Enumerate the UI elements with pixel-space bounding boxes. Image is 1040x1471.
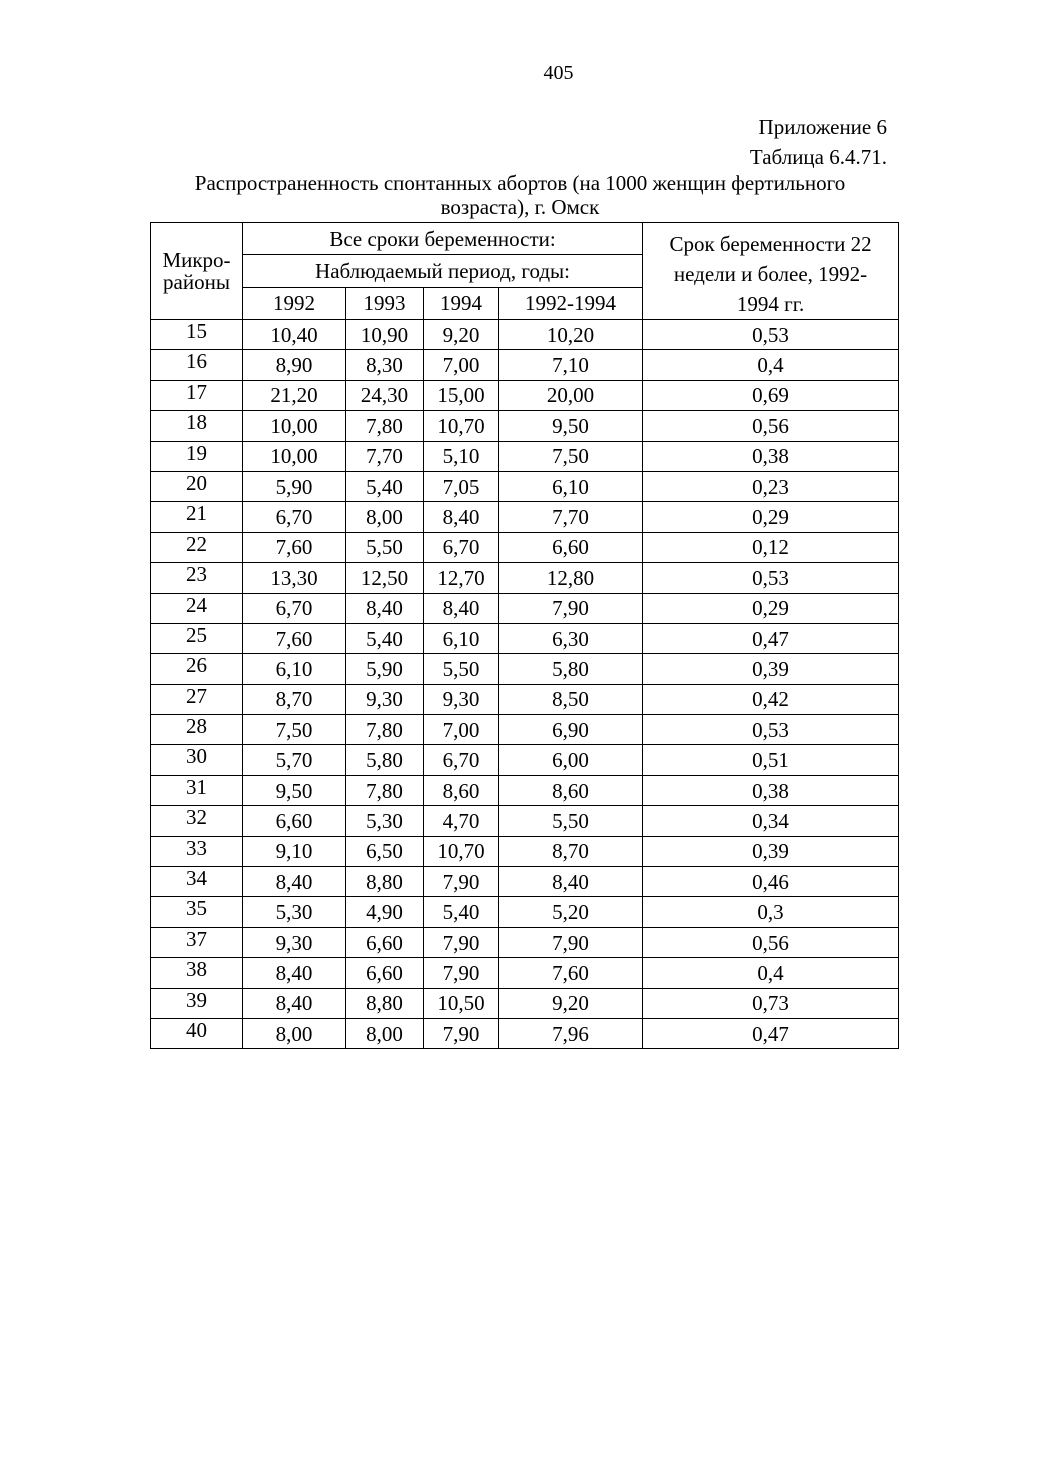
cell-1992-1994: 5,50 xyxy=(499,806,643,836)
header-year: 1994 xyxy=(424,287,499,319)
table-row xyxy=(151,775,899,805)
table-row xyxy=(151,411,899,441)
cell-1994: 15,00 xyxy=(424,380,499,410)
header-all-terms: Все сроки беременности: xyxy=(243,223,643,255)
cell-microdistrict: 15 xyxy=(151,320,243,350)
cell-1992-1994: 6,60 xyxy=(499,532,643,562)
cell-1993: 5,80 xyxy=(346,745,424,775)
cell-microdistrict: 37 xyxy=(151,927,243,957)
table-row xyxy=(151,684,899,714)
cell-late-term: 0,53 xyxy=(643,320,899,350)
table-row xyxy=(151,320,899,350)
cell-1992-1994: 8,50 xyxy=(499,684,643,714)
cell-1992-1994: 8,60 xyxy=(499,775,643,805)
appendix-label: Приложение 6 xyxy=(758,115,887,139)
cell-1992: 21,20 xyxy=(243,380,346,410)
cell-1992: 9,10 xyxy=(243,836,346,866)
cell-1993: 8,80 xyxy=(346,867,424,897)
cell-microdistrict: 32 xyxy=(151,806,243,836)
cell-microdistrict: 31 xyxy=(151,775,243,805)
cell-late-term: 0,4 xyxy=(643,350,899,380)
cell-late-term: 0,29 xyxy=(643,502,899,532)
cell-1994: 5,10 xyxy=(424,441,499,471)
cell-1994: 9,30 xyxy=(424,684,499,714)
cell-1994: 5,40 xyxy=(424,897,499,927)
cell-1992: 5,30 xyxy=(243,897,346,927)
cell-1992-1994: 7,90 xyxy=(499,593,643,623)
cell-late-term: 0,47 xyxy=(643,1018,899,1048)
cell-1992-1994: 8,40 xyxy=(499,867,643,897)
cell-1993: 5,40 xyxy=(346,471,424,501)
cell-1992: 10,00 xyxy=(243,411,346,441)
cell-1992-1994: 10,20 xyxy=(499,320,643,350)
cell-1992-1994: 12,80 xyxy=(499,563,643,593)
cell-1992-1994: 7,50 xyxy=(499,441,643,471)
cell-1992-1994: 7,60 xyxy=(499,958,643,988)
table-number: Таблица 6.4.71. xyxy=(749,145,887,169)
cell-1994: 10,50 xyxy=(424,988,499,1018)
cell-1992: 7,50 xyxy=(243,715,346,745)
cell-1992: 8,40 xyxy=(243,988,346,1018)
cell-microdistrict: 18 xyxy=(151,411,243,441)
cell-late-term: 0,3 xyxy=(643,897,899,927)
cell-1992: 8,40 xyxy=(243,867,346,897)
header-year: 1993 xyxy=(346,287,424,319)
cell-1992-1994: 6,30 xyxy=(499,623,643,653)
cell-1994: 7,90 xyxy=(424,927,499,957)
cell-microdistrict: 23 xyxy=(151,563,243,593)
cell-1992-1994: 9,50 xyxy=(499,411,643,441)
cell-1992: 6,10 xyxy=(243,654,346,684)
cell-late-term: 0,73 xyxy=(643,988,899,1018)
cell-1994: 12,70 xyxy=(424,563,499,593)
table-row xyxy=(151,623,899,653)
cell-late-term: 0,42 xyxy=(643,684,899,714)
cell-microdistrict: 30 xyxy=(151,745,243,775)
cell-microdistrict: 17 xyxy=(151,380,243,410)
cell-1993: 6,60 xyxy=(346,958,424,988)
cell-1993: 7,80 xyxy=(346,715,424,745)
cell-1993: 5,90 xyxy=(346,654,424,684)
cell-1993: 5,40 xyxy=(346,623,424,653)
cell-1993: 4,90 xyxy=(346,897,424,927)
cell-1994: 5,50 xyxy=(424,654,499,684)
cell-1992: 13,30 xyxy=(243,563,346,593)
cell-1994: 8,40 xyxy=(424,502,499,532)
cell-1993: 8,00 xyxy=(346,1018,424,1048)
cell-late-term: 0,12 xyxy=(643,532,899,562)
cell-microdistrict: 26 xyxy=(151,654,243,684)
table-row xyxy=(151,441,899,471)
table-header xyxy=(151,223,899,320)
table-row xyxy=(151,836,899,866)
cell-1993: 7,80 xyxy=(346,411,424,441)
cell-1993: 7,80 xyxy=(346,775,424,805)
cell-late-term: 0,53 xyxy=(643,715,899,745)
cell-1994: 7,05 xyxy=(424,471,499,501)
cell-1994: 6,70 xyxy=(424,745,499,775)
cell-1992: 5,90 xyxy=(243,471,346,501)
header-year: 1992-1994 xyxy=(499,287,643,319)
cell-microdistrict: 28 xyxy=(151,715,243,745)
cell-1993: 6,50 xyxy=(346,836,424,866)
table-row xyxy=(151,745,899,775)
table-row xyxy=(151,1018,899,1048)
cell-1992: 8,70 xyxy=(243,684,346,714)
cell-1992-1994: 5,80 xyxy=(499,654,643,684)
cell-microdistrict: 21 xyxy=(151,502,243,532)
cell-1992: 9,30 xyxy=(243,927,346,957)
cell-1992-1994: 7,90 xyxy=(499,927,643,957)
table-row xyxy=(151,380,899,410)
cell-1992: 10,00 xyxy=(243,441,346,471)
table-row xyxy=(151,715,899,745)
table-row xyxy=(151,958,899,988)
header-microdistrict: Микро-районы xyxy=(151,223,243,320)
cell-1992: 7,60 xyxy=(243,623,346,653)
cell-late-term: 0,47 xyxy=(643,623,899,653)
cell-1992: 7,60 xyxy=(243,532,346,562)
cell-1993: 5,50 xyxy=(346,532,424,562)
cell-1992-1994: 20,00 xyxy=(499,380,643,410)
table-row xyxy=(151,563,899,593)
cell-1994: 7,90 xyxy=(424,867,499,897)
cell-1994: 10,70 xyxy=(424,836,499,866)
cell-late-term: 0,56 xyxy=(643,411,899,441)
table-caption: Распространенность спонтанных абортов (на 1000 женщин фертильного возраста), г. Омск xyxy=(194,171,846,219)
table-row xyxy=(151,897,899,927)
cell-1992: 9,50 xyxy=(243,775,346,805)
cell-1994: 6,10 xyxy=(424,623,499,653)
cell-1993: 7,70 xyxy=(346,441,424,471)
cell-1993: 8,40 xyxy=(346,593,424,623)
table-row xyxy=(151,988,899,1018)
table-row xyxy=(151,654,899,684)
cell-1993: 9,30 xyxy=(346,684,424,714)
cell-microdistrict: 34 xyxy=(151,867,243,897)
cell-late-term: 0,34 xyxy=(643,806,899,836)
cell-microdistrict: 16 xyxy=(151,350,243,380)
cell-late-term: 0,23 xyxy=(643,471,899,501)
cell-1993: 5,30 xyxy=(346,806,424,836)
table-row xyxy=(151,350,899,380)
cell-late-term: 0,39 xyxy=(643,836,899,866)
cell-1993: 8,00 xyxy=(346,502,424,532)
cell-late-term: 0,69 xyxy=(643,380,899,410)
page-number: 405 xyxy=(543,62,574,84)
cell-late-term: 0,29 xyxy=(643,593,899,623)
cell-1994: 4,70 xyxy=(424,806,499,836)
cell-microdistrict: 27 xyxy=(151,684,243,714)
cell-1994: 10,70 xyxy=(424,411,499,441)
cell-late-term: 0,38 xyxy=(643,775,899,805)
cell-1994: 7,90 xyxy=(424,1018,499,1048)
cell-1992-1994: 7,96 xyxy=(499,1018,643,1048)
cell-microdistrict: 24 xyxy=(151,593,243,623)
cell-1992: 8,40 xyxy=(243,958,346,988)
cell-late-term: 0,39 xyxy=(643,654,899,684)
cell-microdistrict: 22 xyxy=(151,532,243,562)
table-row xyxy=(151,593,899,623)
cell-microdistrict: 19 xyxy=(151,441,243,471)
cell-1992: 10,40 xyxy=(243,320,346,350)
cell-1992-1994: 5,20 xyxy=(499,897,643,927)
cell-1994: 7,90 xyxy=(424,958,499,988)
cell-1993: 8,30 xyxy=(346,350,424,380)
header-late-term: Срок беременности 22 недели и более, 1992-1994 гг. xyxy=(643,223,899,320)
cell-microdistrict: 40 xyxy=(151,1018,243,1048)
table-row xyxy=(151,806,899,836)
cell-microdistrict: 20 xyxy=(151,471,243,501)
cell-1993: 24,30 xyxy=(346,380,424,410)
cell-1992: 8,00 xyxy=(243,1018,346,1048)
cell-1992-1994: 8,70 xyxy=(499,836,643,866)
cell-1992: 6,60 xyxy=(243,806,346,836)
cell-1992-1994: 6,10 xyxy=(499,471,643,501)
table-row xyxy=(151,927,899,957)
cell-1992-1994: 6,90 xyxy=(499,715,643,745)
cell-late-term: 0,4 xyxy=(643,958,899,988)
header-period: Наблюдаемый период, годы: xyxy=(243,255,643,287)
cell-microdistrict: 25 xyxy=(151,623,243,653)
cell-1992: 6,70 xyxy=(243,593,346,623)
abortion-prevalence-table xyxy=(150,222,899,1049)
cell-1992-1994: 6,00 xyxy=(499,745,643,775)
cell-1994: 6,70 xyxy=(424,532,499,562)
cell-1993: 10,90 xyxy=(346,320,424,350)
table-row xyxy=(151,471,899,501)
cell-1993: 6,60 xyxy=(346,927,424,957)
cell-late-term: 0,46 xyxy=(643,867,899,897)
table-body xyxy=(151,320,899,1049)
cell-1992-1994: 9,20 xyxy=(499,988,643,1018)
cell-1993: 8,80 xyxy=(346,988,424,1018)
table-row xyxy=(151,502,899,532)
cell-1992-1994: 7,10 xyxy=(499,350,643,380)
table-row xyxy=(151,532,899,562)
cell-microdistrict: 38 xyxy=(151,958,243,988)
cell-microdistrict: 35 xyxy=(151,897,243,927)
header-year: 1992 xyxy=(243,287,346,319)
cell-1994: 7,00 xyxy=(424,350,499,380)
cell-1994: 7,00 xyxy=(424,715,499,745)
cell-1994: 9,20 xyxy=(424,320,499,350)
cell-late-term: 0,38 xyxy=(643,441,899,471)
cell-late-term: 0,53 xyxy=(643,563,899,593)
cell-1992-1994: 7,70 xyxy=(499,502,643,532)
table-row xyxy=(151,867,899,897)
cell-late-term: 0,51 xyxy=(643,745,899,775)
cell-1992: 5,70 xyxy=(243,745,346,775)
cell-1993: 12,50 xyxy=(346,563,424,593)
cell-1994: 8,40 xyxy=(424,593,499,623)
cell-microdistrict: 39 xyxy=(151,988,243,1018)
cell-microdistrict: 33 xyxy=(151,836,243,866)
cell-1992: 6,70 xyxy=(243,502,346,532)
cell-late-term: 0,56 xyxy=(643,927,899,957)
cell-1994: 8,60 xyxy=(424,775,499,805)
cell-1992: 8,90 xyxy=(243,350,346,380)
